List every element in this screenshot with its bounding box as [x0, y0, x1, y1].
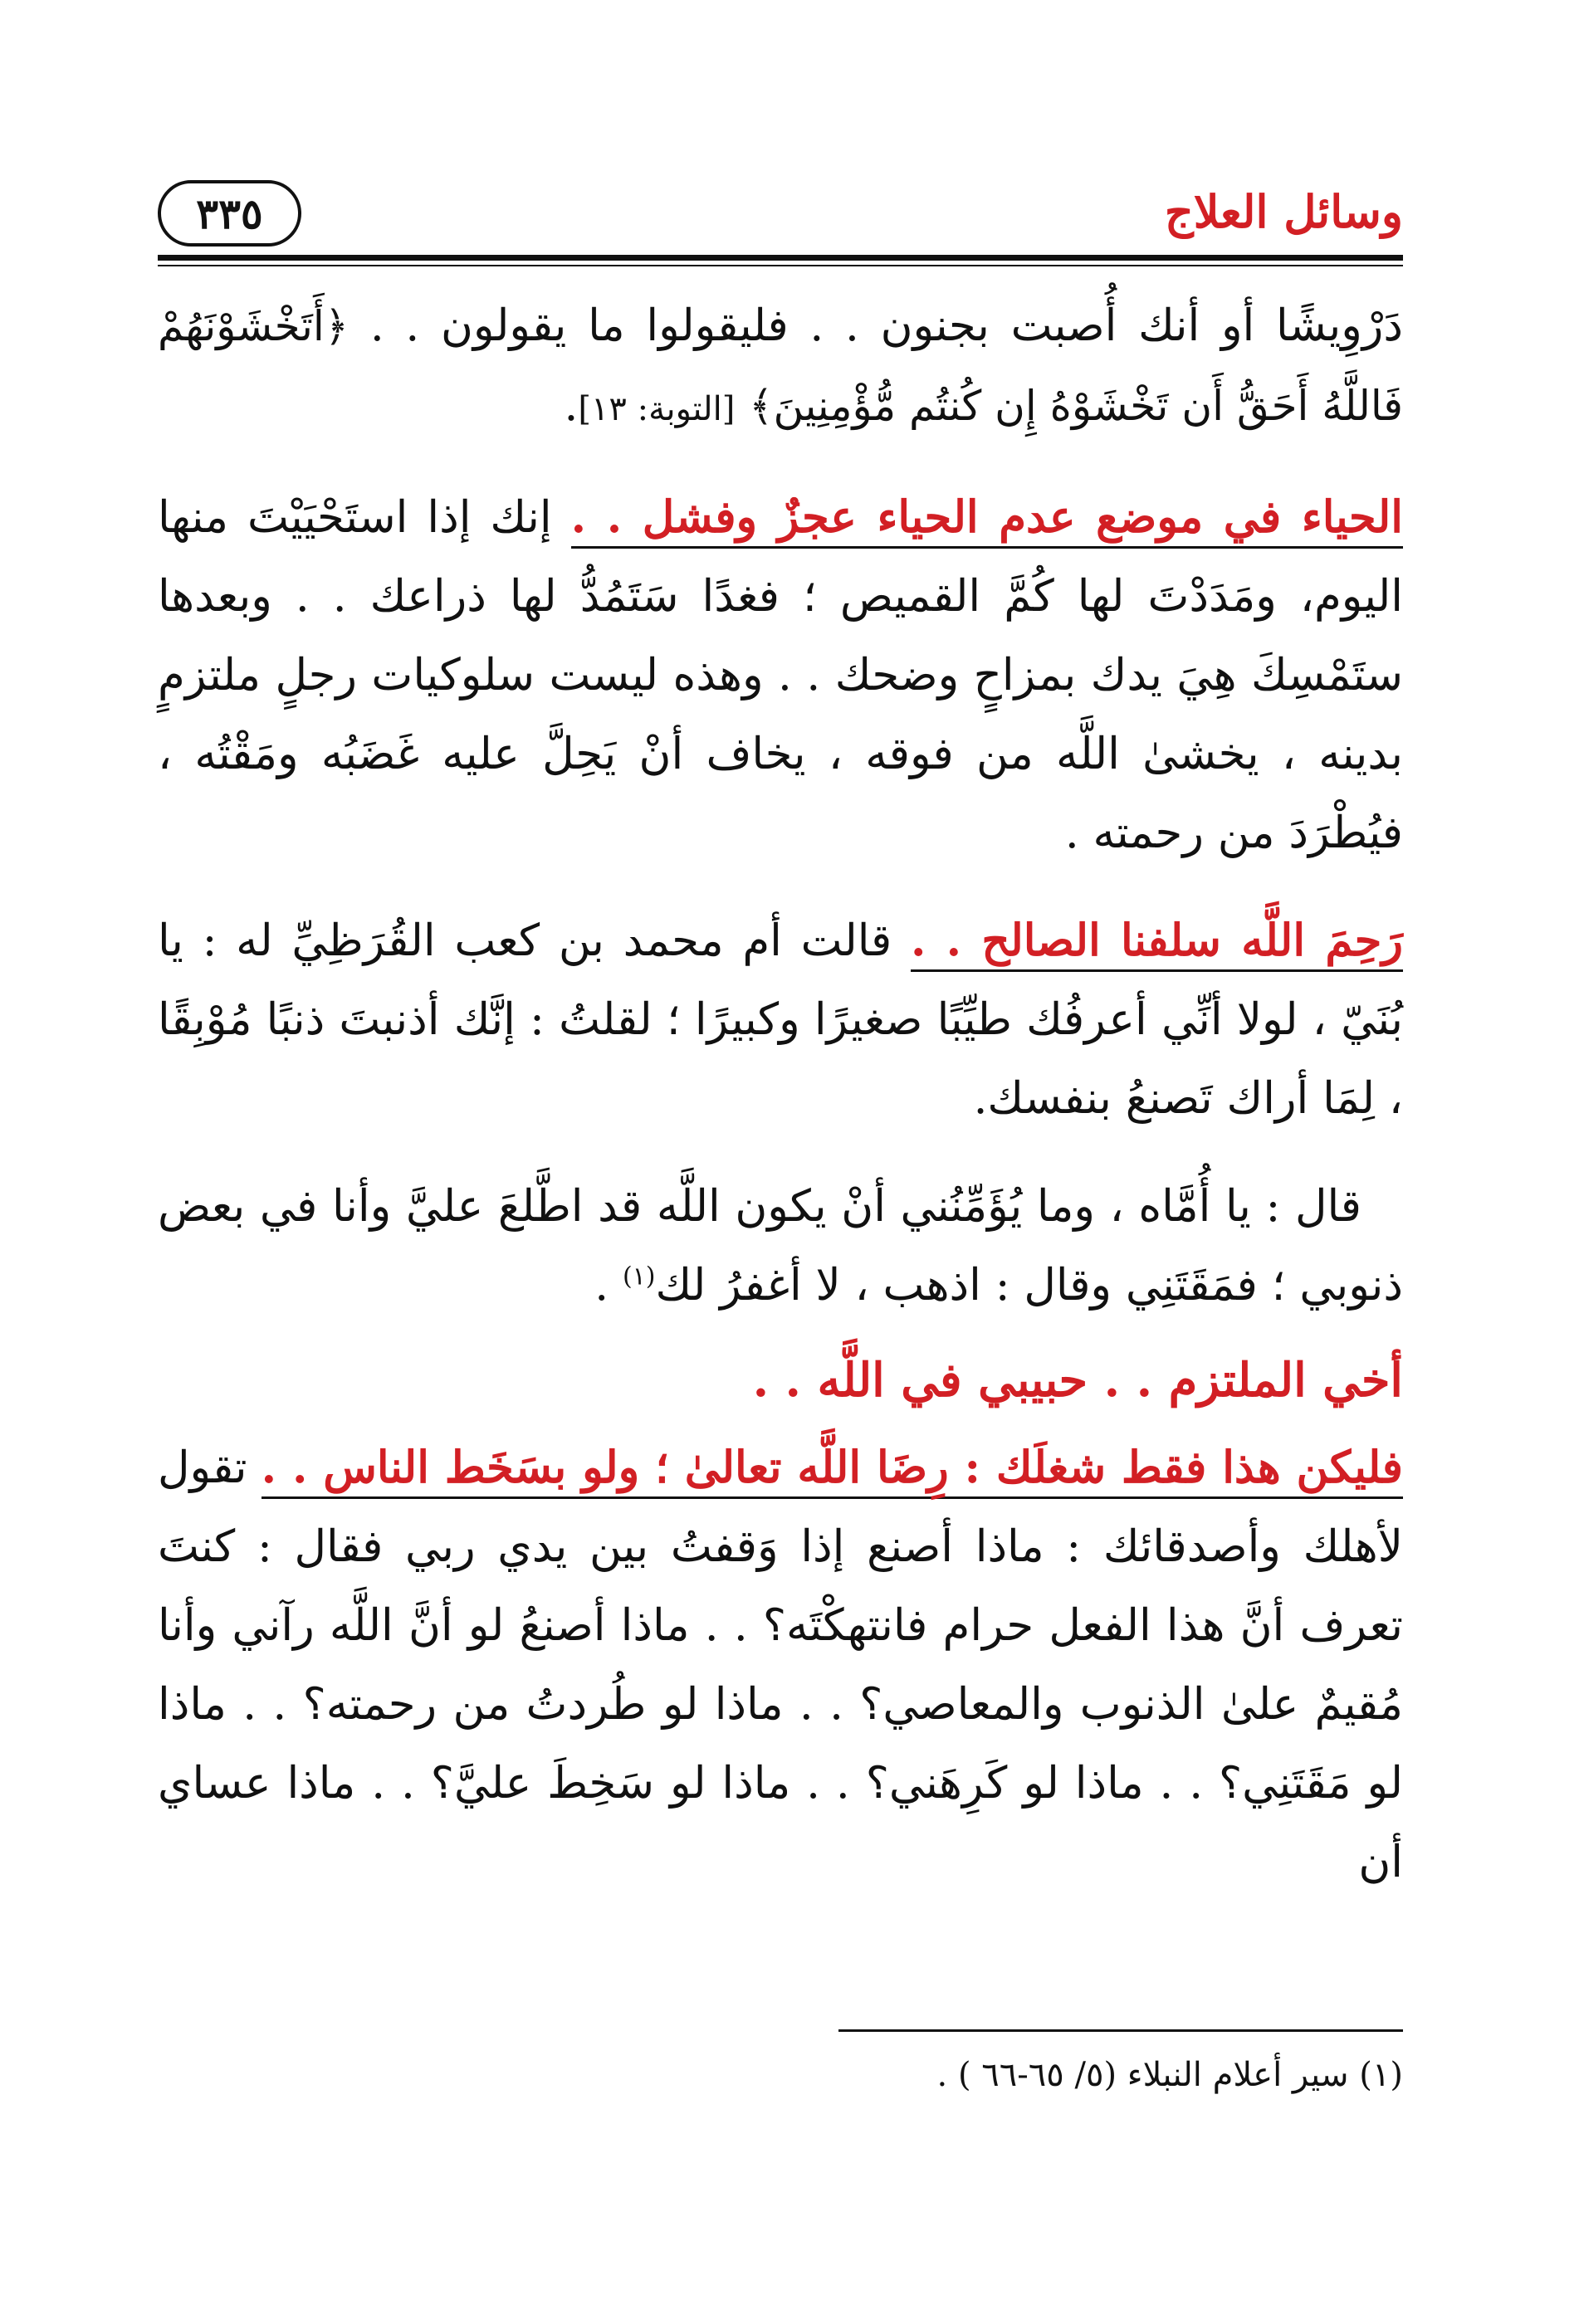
paragraph-1: [158, 286, 1403, 449]
header-rule-thin: [158, 265, 1403, 266]
page-number: ٣٣٥: [196, 188, 263, 238]
paragraph-1-end: .: [564, 380, 579, 431]
paragraph-4-text: قال : يا أُمَّاه ، وما يُؤَمِّنُني أنْ يكون اللَّه قد اطَّلعَ عليَّ وأنا في بعض ذنوبي ؛ فمَقَتَنِي وقال : اذهب ، لا أغفرُ لك: [158, 1181, 1403, 1311]
running-title: وسائل العلاج: [1164, 185, 1403, 238]
page-body: [158, 286, 1403, 1902]
paragraph-4-end: .: [594, 1260, 609, 1311]
paragraph-5-text: تقول لأهلك وأصدقائك : ماذا أصنع إذا وَقفتُ بين يدي ربي فقال : كنتَ تعرف أنَّ هذا الفعل حرام فانتهكْتَه؟ . . ماذا أصنعُ لو أنَّ اللَّه رآني وأنا مُقيمٌ علىٰ الذنوب والمعاصي؟ . . ماذا لو طُردتُ من رحمته؟ . . ماذا لو مَقَتَنِي؟ . . ماذا لو كَرِهَني؟ . . ماذا لو سَخِطَ عليَّ؟ . . ماذا عساي أن: [158, 1443, 1403, 1887]
subheading: أخي الملتزم . . حبيبي في اللَّه . .: [752, 1353, 1403, 1408]
header-rule-thick: [158, 255, 1403, 261]
paragraph-5-heading: فليكن هذا فقط شغلَك : رِضَا اللَّه تعالىٰ ؛ ولو بسَخَط الناس . .: [262, 1442, 1403, 1499]
paragraph-1-text: دَرْوِيشًا أو أنك أُصبت بجنون . . فليقولوا ما يقولون . .: [369, 300, 1403, 351]
paragraph-2: [158, 478, 1403, 872]
footnote-rule: [838, 2029, 1403, 2032]
paragraph-4: [158, 1167, 1403, 1325]
verse-reference: [التوبة: ١٣]: [578, 390, 736, 428]
quran-verse: ﴿أَتَخْشَوْنَهُمْ فَاللَّهُ أَحَقُّ أَن تَخْشَوْهُ إِن كُنتُم مُّؤْمِنِينَ﴾: [158, 302, 1403, 430]
page-number-badge: [158, 180, 301, 247]
paragraph-3-text: قالت أم محمد بن كعب القُرَظِيِّ له : يا بُنَيّ ، لولا أنِّي أعرفُك طيِّبًا صغيرًا وكبيرًا ؛ لقلتُ : إنَّك أذنبتَ ذنبًا مُوْبِقًا ، لِمَا أراك تَصنعُ بنفسك.: [158, 915, 1403, 1124]
footnote-mark: (١): [622, 1262, 656, 1291]
paragraph-3: [158, 901, 1403, 1138]
footnote: (١) سير أعلام النبلاء (٥/ ٦٥-٦٦ ) .: [936, 2056, 1403, 2094]
paragraph-3-heading: رَحِمَ اللَّه سلفنا الصالح . .: [911, 915, 1403, 972]
paragraph-2-text: إنك إذا استَحْيَيْتَ منها اليوم، ومَدَدْتَ لها كُمَّ القميص ؛ فغدًا سَتَمُدُّ لها ذراعك . . وبعدها ستَمْسِكَ هِيَ يدك بمزاحٍ وضحك . . وهذه ليست سلوكيات رجلٍ ملتزمٍ بدينه ، يخشىٰ اللَّه من فوقه ، يخاف أنْ يَحِلَّ عليه غَضَبُه ومَقْتُه ، فيُطْرَدَ من رحمته .: [158, 492, 1404, 858]
paragraph-2-heading: الحياء في موضع عدم الحياء عجزٌ وفشل . .: [571, 491, 1403, 549]
page-header: [158, 170, 1403, 266]
document-page: [158, 170, 1403, 2195]
paragraph-5: [158, 1428, 1403, 1902]
